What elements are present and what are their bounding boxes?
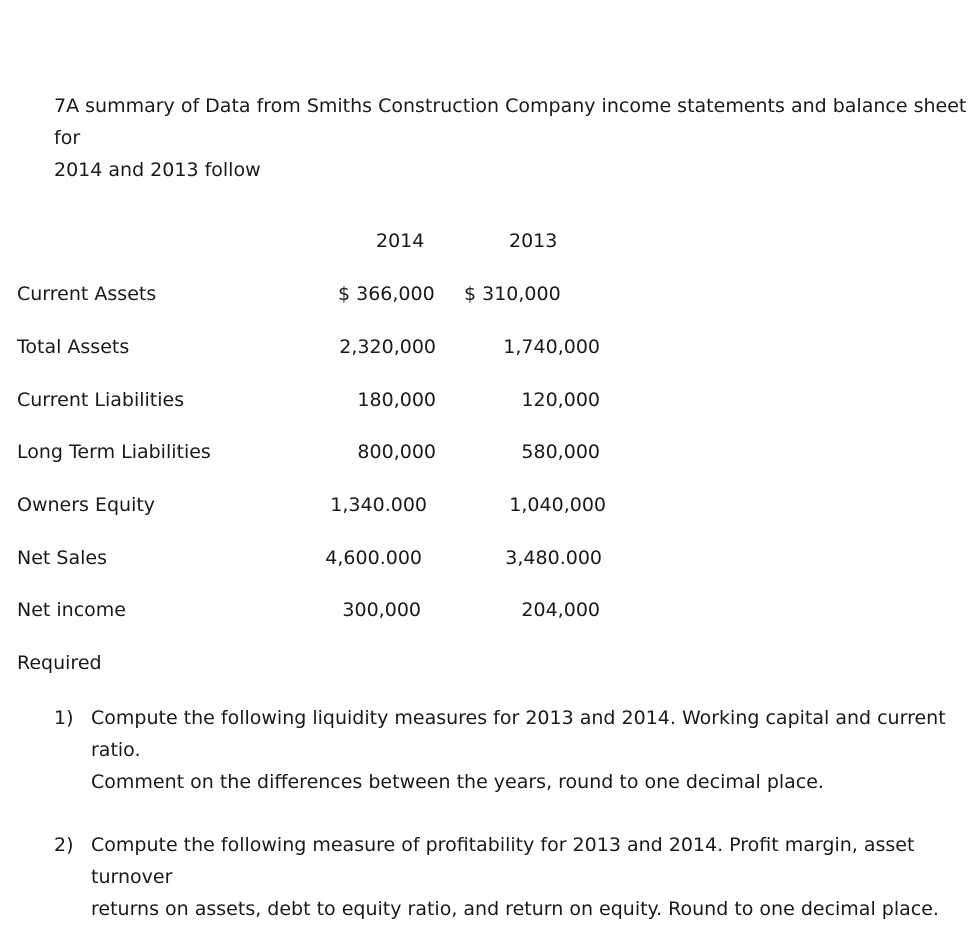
value-2014: 4,600.000 — [325, 547, 422, 569]
question-1 — [54, 702, 978, 793]
question-2 — [54, 829, 978, 920]
intro-line-1: 7A summary of Data from Smiths Construction Company income statements and balance sheet for — [54, 95, 967, 149]
value-2013: 1,740,000 — [503, 336, 600, 358]
value-2014: 2,320,000 — [339, 336, 436, 358]
row-label: Total Assets — [17, 336, 130, 358]
intro-line-2: 2014 and 2013 follow — [54, 159, 261, 181]
question-number: 2) — [54, 834, 74, 856]
value-2013: 3,480.000 — [505, 547, 602, 569]
row-label: Owners Equity — [17, 494, 156, 516]
row-label: Current Liabilities — [17, 389, 185, 411]
value-2013: 1,040,000 — [509, 494, 606, 516]
value-2013: 120,000 — [521, 389, 600, 411]
value-2014: 800,000 — [357, 441, 436, 463]
question-text — [91, 702, 978, 798]
required-heading: Required — [17, 652, 102, 674]
value-2014: 180,000 — [357, 389, 436, 411]
intro-paragraph — [54, 90, 974, 186]
value-2013: 580,000 — [521, 441, 600, 463]
question-text — [91, 829, 978, 925]
question-line-2: Comment on the differences between the years, round to one decimal place. — [91, 771, 824, 793]
header-2014: 2014 — [376, 230, 425, 252]
row-label: Long Term Liabilities — [17, 441, 211, 463]
header-2013: 2013 — [509, 230, 558, 252]
value-2013: 204,000 — [521, 599, 600, 621]
value-2014: 300,000 — [342, 599, 421, 621]
value-2014: $ 366,000 — [338, 283, 435, 305]
row-label: Net income — [17, 599, 126, 621]
row-label: Current Assets — [17, 283, 157, 305]
value-2014: 1,340.000 — [330, 494, 427, 516]
question-line-1: Compute the following liquidity measures for 2013 and 2014. Working capital and current ratio. — [91, 707, 946, 761]
question-number: 1) — [54, 707, 74, 729]
question-line-2: returns on assets, debt to equity ratio, and return on equity. Round to one decimal place. — [91, 898, 939, 920]
question-line-1: Compute the following measure of profitability for 2013 and 2014. Profit margin, asset turnover — [91, 834, 915, 888]
row-label: Net Sales — [17, 547, 107, 569]
value-2013: $ 310,000 — [464, 283, 561, 305]
